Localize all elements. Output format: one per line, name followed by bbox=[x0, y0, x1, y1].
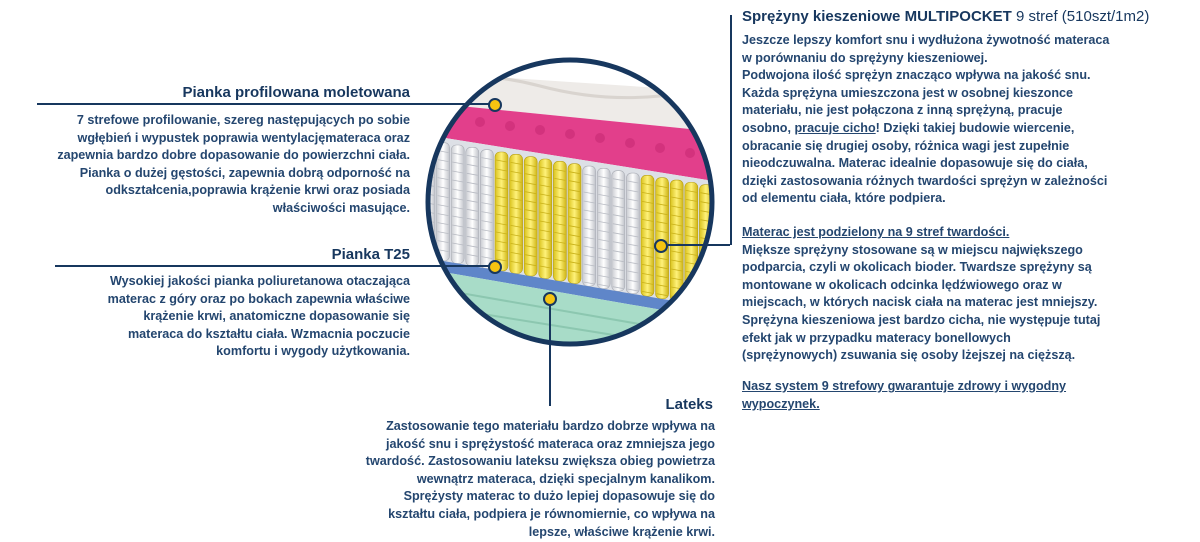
spring-coil bbox=[423, 148, 434, 150]
spring-coil bbox=[700, 283, 711, 285]
text-line: wypoczynek. bbox=[742, 396, 820, 411]
text-line: lepsze, właściwe krążenie krwi. bbox=[528, 524, 715, 539]
springs-heading-suffix: 9 stref (510szt/1m2) bbox=[1015, 8, 1150, 25]
text-fragment: osobno, bbox=[742, 120, 795, 135]
text-line: Każda sprężyna umieszczona jest w osobnej kieszonce bbox=[742, 85, 1074, 100]
connector-springs bbox=[668, 244, 730, 246]
marker-springs bbox=[654, 239, 668, 253]
text-line: Pianka o dużej gęstości, zapewnia dobrą odporność na bbox=[79, 165, 410, 180]
text-line: komfortu i wygody użytkowania. bbox=[216, 344, 410, 359]
profiled-foam-description bbox=[57, 112, 410, 218]
text-line: właściwości masujące. bbox=[272, 200, 410, 215]
text-line: twardość. Zastosowaniu lateksu zwiększa obieg powietrza bbox=[365, 454, 715, 469]
text-line: (sprężynowych) zsuwania się osoby lżejszej na cięższą. bbox=[742, 348, 1076, 363]
spring-coil bbox=[700, 274, 711, 276]
text-line: odkształcenia,poprawia krążenie krwi oraz posiada bbox=[105, 183, 410, 198]
t25-heading: Pianka T25 bbox=[331, 246, 410, 263]
spring-coil bbox=[423, 247, 434, 249]
text-line: montowane w okolicach odcinka lędźwiowego oraz w bbox=[742, 277, 1062, 292]
text-line: Sprężyna kieszeniowa jest bardzo cicha, nie występuje tutaj bbox=[742, 312, 1101, 327]
quiet-operation-link[interactable]: pracuje cicho bbox=[794, 120, 876, 135]
springs-heading bbox=[742, 8, 1149, 26]
text-line: kształtu ciała, podpiera je równomiernie, co wpływa na bbox=[388, 506, 715, 521]
text-fragment: ! Dzięki takiej budowie wiercenie, bbox=[875, 120, 1075, 135]
springs-description bbox=[742, 32, 1109, 208]
text-line: efekt jak w przypadku materacy bonellowych bbox=[742, 330, 1011, 345]
text-line: od elementu ciała, które podpiera. bbox=[742, 191, 946, 206]
connector-t25 bbox=[55, 265, 491, 267]
spring-coil bbox=[686, 289, 697, 291]
marker-t25 bbox=[488, 260, 502, 274]
connector-springs-vertical bbox=[730, 15, 732, 245]
text-line: 7 strefowe profilowanie, szereg następujących po sobie bbox=[76, 113, 410, 127]
text-line: w porównaniu do sprężyny kieszeniowej. bbox=[742, 50, 988, 65]
text-line: podparcia, czyli w okolicach bioder. Twardsze sprężyny są bbox=[742, 260, 1092, 275]
text-line: dzięki zastosowania różnych twardości sprężyn w zależności bbox=[742, 173, 1108, 188]
text-line: Wysokiej jakości pianka poliuretanowa otaczająca bbox=[109, 274, 410, 288]
text-line: jakość snu i sprężystość materaca oraz zmniejsza jego bbox=[386, 436, 715, 451]
text-line: nieodczuwalna. Materac idealnie dopasowuje się do ciała, bbox=[742, 156, 1088, 171]
marker-profiled-foam bbox=[488, 98, 502, 112]
text-line: krążenie krwi, anatomiczne dopasowanie się bbox=[143, 309, 410, 324]
latex-description bbox=[366, 418, 715, 541]
text-line: materac z góry oraz po bokach zapewnia właściwe bbox=[107, 291, 410, 306]
mattress-cross-section bbox=[420, 52, 720, 352]
text-line: zapewnia bardzo dobre dopasowanie do powierzchni ciała. bbox=[57, 148, 410, 163]
text-line: Zastosowanie tego materiału bardzo dobrze wpływa na bbox=[386, 419, 715, 433]
spring-coil bbox=[700, 265, 711, 267]
text-line bbox=[742, 120, 1109, 138]
text-line: wewnątrz materaca, dzięki specjalnym kanalikom. bbox=[416, 471, 715, 486]
text-line: obracanie się drugiej osoby, różnica wagi jest zupełnie bbox=[742, 138, 1070, 153]
spring-coil bbox=[700, 292, 711, 294]
text-line: wgłębień i wypustek poprawia wentylacjęmateraca oraz bbox=[77, 130, 410, 145]
text-line: Miększe sprężyny stosowane są w miejscu największego bbox=[742, 242, 1083, 257]
guarantee-note bbox=[742, 378, 1066, 413]
text-line: Podwojona ilość sprężyn znacząco wpływa na jakość snu. bbox=[742, 68, 1091, 83]
profiled-foam-heading: Pianka profilowana moletowana bbox=[182, 84, 410, 101]
marker-latex bbox=[543, 292, 557, 306]
spring-coil bbox=[686, 298, 697, 300]
spring-coil bbox=[700, 301, 711, 303]
t25-description bbox=[108, 273, 410, 361]
springs-heading-main: Sprężyny kieszeniowe MULTIPOCKET bbox=[742, 8, 1012, 25]
text-line: miejscach, w których nacisk ciała na materac jest mniejszy. bbox=[742, 295, 1098, 310]
text-line: Sprężysty materac to dużo lepiej dopasowuje się do bbox=[403, 489, 715, 504]
latex-heading: Lateks bbox=[665, 396, 713, 413]
zones-heading: Materac jest podzielony na 9 stref twardości. bbox=[742, 225, 1010, 239]
connector-profiled-foam bbox=[37, 103, 490, 105]
text-line: Nasz system 9 strefowy gwarantuje zdrowy i wygodny bbox=[742, 379, 1067, 393]
text-line: Jeszcze lepszy komfort snu i wydłużona żywotność materaca bbox=[742, 33, 1110, 47]
text-line: materaca do kształtu ciała. Wzmacnia poczucie bbox=[127, 326, 410, 341]
zones-description bbox=[742, 224, 1100, 365]
connector-latex bbox=[549, 298, 551, 406]
text-line: materiału, nie jest połączona z inną sprężyną, pracuje bbox=[742, 103, 1063, 118]
